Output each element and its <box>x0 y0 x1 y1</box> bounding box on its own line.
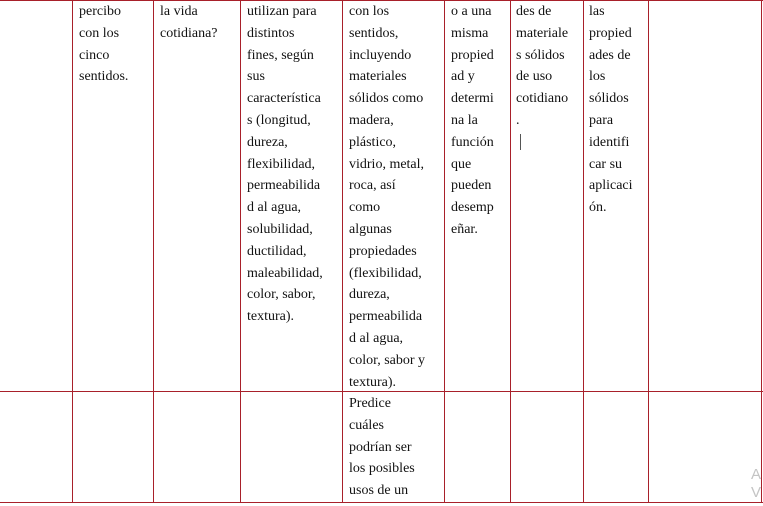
column-divider <box>444 0 445 503</box>
table-cell-r1-c2[interactable]: la vida cotidiana? <box>160 4 218 41</box>
column-divider <box>583 0 584 503</box>
table-cell-r1-c7[interactable]: las propied ades de los sólidos para identifi car su aplicaci ón. <box>589 4 633 216</box>
table-cell-r1-c6[interactable]: des de materiale s sólidos de uso cotidiano . <box>516 4 569 128</box>
column-divider <box>648 0 649 503</box>
table-right-border <box>761 0 762 503</box>
table-cell-r1-c4[interactable]: con los sentidos, incluyendo materiales sólidos como madera, plástico, vidrio, metal, roca, así como algunas propiedades (flexibilidad, dureza, permeabilida d al agua, color, sabor y textura). <box>349 4 426 390</box>
column-divider <box>342 0 343 503</box>
table-cell-r2-c4[interactable]: Predice cuáles podrían ser los posibles usos de un <box>349 396 415 499</box>
column-divider <box>72 0 73 503</box>
column-divider <box>240 0 241 503</box>
table-cell-r1-c1[interactable]: percibo con los cinco sentidos. <box>79 4 129 85</box>
column-divider <box>153 0 154 503</box>
table-cell-r1-c3[interactable]: utilizan para distintos fines, según sus característica s (longitud, dureza, flexibilidad, permeabilida d al agua, solubilidad, ductilidad, maleabilidad, color, sabor, textura). <box>247 4 323 325</box>
watermark-text: A V <box>751 466 762 501</box>
column-divider <box>510 0 511 503</box>
text-cursor <box>520 134 521 150</box>
table-cell-r1-c5[interactable]: o a una misma propied ad y determi na la función que pueden desemp eñar. <box>451 4 494 237</box>
